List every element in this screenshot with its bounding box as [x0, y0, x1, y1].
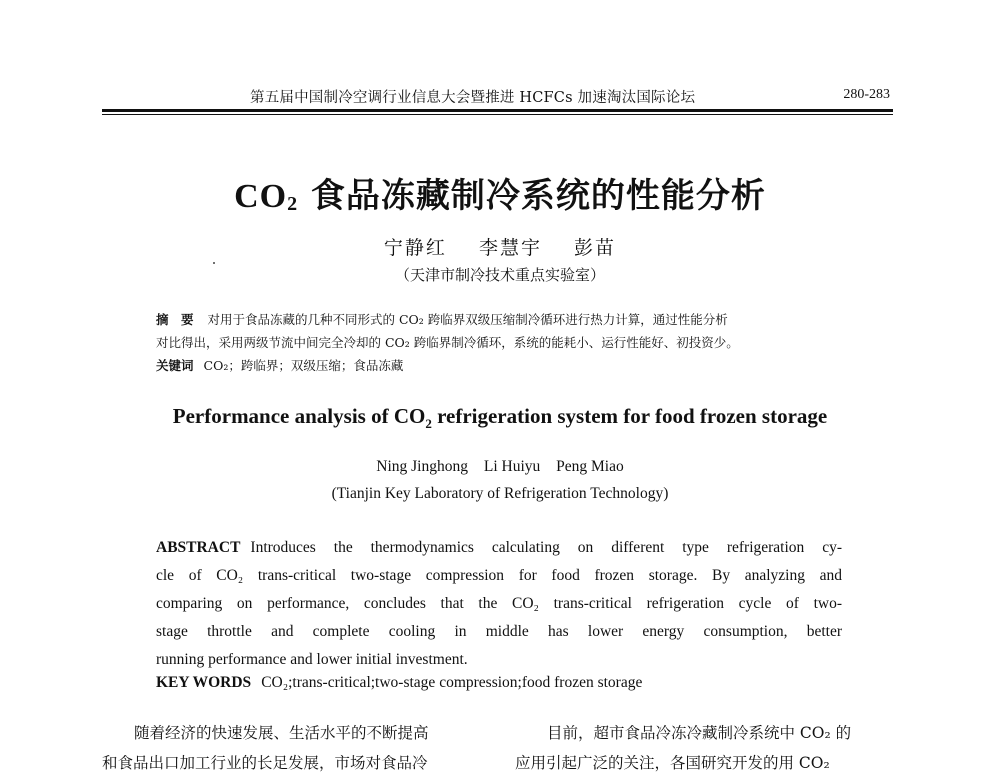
body-line: 随着经济的快速发展、生活水平的不断提高 [134, 724, 429, 742]
body-line: 目前，超市食品冷冻冷藏制冷系统中 CO₂ 的 [547, 724, 852, 742]
english-keywords-text: CO₂;trans-critical;two-stage compression;food frozen storage [261, 674, 643, 691]
body-line: 应用引起广泛的关注，各国研究开发的用 CO₂ [515, 754, 830, 772]
english-keywords-label: KEY WORDS [156, 674, 252, 691]
english-abstract-line: stage throttle and complete cooling in middle has lower energy consumption, better [156, 623, 842, 640]
english-title: Performance analysis of $CO_2$ refrigeration system for food frozen storage [172, 404, 828, 432]
chinese-abstract-label: 摘 要 [156, 312, 194, 327]
chinese-author: 彭苗 [574, 237, 617, 259]
english-abstract-label: ABSTRACT [156, 539, 241, 556]
chinese-abstract-line: 对比得出，采用两级节流中间完全冷却的 CO₂ 跨临界制冷循环，系统的能耗小、运行性能好、初投资少。 [156, 335, 739, 350]
running-header [0, 86, 1000, 108]
english-keywords [156, 674, 642, 692]
chinese-title-formula: $CO_2$ [234, 178, 299, 215]
chinese-authors [0, 233, 1000, 260]
chinese-author: 李慧宇 [478, 237, 542, 259]
english-abstract-line: comparing on performance, concludes that the CO₂ trans-critical refrigeration cycle of two- [156, 595, 842, 612]
chinese-affiliation: （天津市制冷技术重点实验室） [394, 266, 605, 284]
english-author: Ning Jinghong [376, 458, 468, 475]
english-abstract [156, 534, 842, 674]
chinese-abstract [156, 308, 846, 377]
chinese-keywords: 关键词 CO₂；跨临界；双级压缩；食品冻藏 [156, 358, 404, 373]
english-author: Li Huiyu [483, 458, 541, 475]
header-rule-thick [102, 109, 893, 112]
chinese-title [0, 168, 1000, 217]
english-affiliation: (Tianjin Key Laboratory of Refrigeration Technology) [331, 485, 669, 502]
chinese-author: 宁静红 [383, 237, 447, 259]
header-rule-thin [102, 114, 893, 115]
english-abstract-line: ABSTRACT Introduces the thermodynamics calculating on different type refrigeration cy- [156, 539, 842, 556]
body-column-right [515, 718, 895, 778]
conference-title: 第五届中国制冷空调行业信息大会暨推进 HCFCs 加速淘汰国际论坛 [250, 90, 696, 106]
english-abstract-line: running performance and lower initial investment. [156, 651, 468, 668]
body-line: 和食品出口加工行业的长足发展，市场对食品冷 [102, 754, 428, 772]
body-column-left [102, 718, 492, 778]
english-authors [0, 458, 1000, 476]
chinese-title-text: 食品冻藏制冷系统的性能分析 [298, 176, 766, 216]
chinese-keywords-label: 关键词 [156, 358, 194, 373]
page-range: 280-283 [843, 87, 890, 102]
english-author: Peng Miao [556, 458, 624, 475]
chinese-abstract-line: 摘 要 对用于食品冻藏的几种不同形式的 CO₂ 跨临界双级压缩制冷循环进行热力计算，通过性能分析 [156, 312, 728, 327]
english-abstract-line: cle of CO₂ trans-critical two-stage compression for food frozen storage. By analyzing and [156, 567, 842, 584]
